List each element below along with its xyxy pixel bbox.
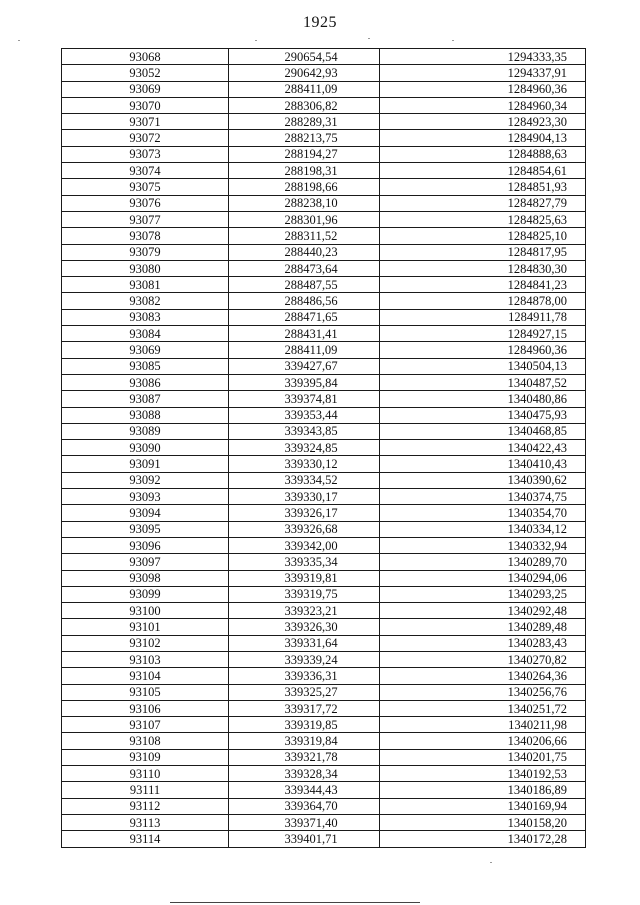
point-number-cell: 93070 [62, 97, 229, 113]
point-number-cell: 93094 [62, 505, 229, 521]
table-row [62, 163, 586, 179]
x-coordinate-cell: 290654,54 [229, 49, 380, 65]
y-coordinate-cell: 1340294,06 [380, 570, 586, 586]
x-coordinate-cell: 339344,43 [229, 782, 380, 798]
y-coordinate-cell: 1284854,61 [380, 163, 586, 179]
x-coordinate-cell: 339395,84 [229, 374, 380, 390]
point-number-cell: 93100 [62, 603, 229, 619]
point-number-cell: 93104 [62, 668, 229, 684]
point-number-cell: 93069 [62, 81, 229, 97]
point-number-cell: 93093 [62, 489, 229, 505]
y-coordinate-cell: 1284888,63 [380, 146, 586, 162]
x-coordinate-cell: 339323,21 [229, 603, 380, 619]
point-number-cell: 93109 [62, 749, 229, 765]
y-coordinate-cell: 1340289,48 [380, 619, 586, 635]
y-coordinate-cell: 1340475,93 [380, 407, 586, 423]
y-coordinate-cell: 1340206,66 [380, 733, 586, 749]
x-coordinate-cell: 288194,27 [229, 146, 380, 162]
table-row [62, 635, 586, 651]
x-coordinate-cell: 339321,78 [229, 749, 380, 765]
y-coordinate-cell: 1294337,91 [380, 65, 586, 81]
table-row [62, 782, 586, 798]
x-coordinate-cell: 290642,93 [229, 65, 380, 81]
x-coordinate-cell: 288411,09 [229, 342, 380, 358]
point-number-cell: 93103 [62, 651, 229, 667]
x-coordinate-cell: 288471,65 [229, 309, 380, 325]
x-coordinate-cell: 339319,81 [229, 570, 380, 586]
table-row [62, 684, 586, 700]
table-row [62, 195, 586, 211]
y-coordinate-cell: 1340211,98 [380, 717, 586, 733]
y-coordinate-cell: 1340192,53 [380, 766, 586, 782]
table-row [62, 81, 586, 97]
point-number-cell: 93080 [62, 260, 229, 276]
point-number-cell: 93102 [62, 635, 229, 651]
x-coordinate-cell: 288213,75 [229, 130, 380, 146]
table-row [62, 603, 586, 619]
point-number-cell: 93073 [62, 146, 229, 162]
point-number-cell: 93112 [62, 798, 229, 814]
table-row [62, 97, 586, 113]
x-coordinate-cell: 288306,82 [229, 97, 380, 113]
point-number-cell: 93113 [62, 814, 229, 830]
x-coordinate-cell: 339339,24 [229, 651, 380, 667]
point-number-cell: 93078 [62, 228, 229, 244]
y-coordinate-cell: 1340410,43 [380, 456, 586, 472]
x-coordinate-cell: 288411,09 [229, 81, 380, 97]
table-row [62, 179, 586, 195]
y-coordinate-cell: 1340283,43 [380, 635, 586, 651]
page-number: 1925 [303, 14, 337, 31]
point-number-cell: 93068 [62, 49, 229, 65]
table-row [62, 293, 586, 309]
x-coordinate-cell: 339342,00 [229, 537, 380, 553]
y-coordinate-cell: 1340270,82 [380, 651, 586, 667]
table-row [62, 456, 586, 472]
table-row [62, 440, 586, 456]
y-coordinate-cell: 1340186,89 [380, 782, 586, 798]
point-number-cell: 93082 [62, 293, 229, 309]
table-row [62, 407, 586, 423]
point-number-cell: 93108 [62, 733, 229, 749]
x-coordinate-cell: 339326,17 [229, 505, 380, 521]
y-coordinate-cell: 1294333,35 [380, 49, 586, 65]
point-number-cell: 93079 [62, 244, 229, 260]
table-row [62, 505, 586, 521]
table-row [62, 374, 586, 390]
table-row [62, 358, 586, 374]
x-coordinate-cell: 339319,75 [229, 586, 380, 602]
point-number-cell: 93081 [62, 277, 229, 293]
point-number-cell: 93088 [62, 407, 229, 423]
point-number-cell: 93096 [62, 537, 229, 553]
table-row [62, 489, 586, 505]
table-row [62, 342, 586, 358]
y-coordinate-cell: 1284878,00 [380, 293, 586, 309]
point-number-cell: 93091 [62, 456, 229, 472]
x-coordinate-cell: 288289,31 [229, 114, 380, 130]
x-coordinate-cell: 288487,55 [229, 277, 380, 293]
x-coordinate-cell: 288440,23 [229, 244, 380, 260]
y-coordinate-cell: 1340201,75 [380, 749, 586, 765]
x-coordinate-cell: 288473,64 [229, 260, 380, 276]
point-number-cell: 93072 [62, 130, 229, 146]
table-row [62, 472, 586, 488]
point-number-cell: 93099 [62, 586, 229, 602]
y-coordinate-cell: 1340289,70 [380, 554, 586, 570]
x-coordinate-cell: 288198,31 [229, 163, 380, 179]
x-coordinate-cell: 339326,30 [229, 619, 380, 635]
table-row [62, 700, 586, 716]
x-coordinate-cell: 339335,34 [229, 554, 380, 570]
y-coordinate-cell: 1340354,70 [380, 505, 586, 521]
point-number-cell: 93074 [62, 163, 229, 179]
y-coordinate-cell: 1284927,15 [380, 326, 586, 342]
scan-edge-line [170, 902, 420, 903]
scan-speck [452, 40, 454, 41]
y-coordinate-cell: 1340468,85 [380, 423, 586, 439]
y-coordinate-cell: 1284904,13 [380, 130, 586, 146]
scan-speck [255, 40, 257, 41]
x-coordinate-cell: 339319,85 [229, 717, 380, 733]
y-coordinate-cell: 1340374,75 [380, 489, 586, 505]
scan-speck [490, 862, 492, 863]
y-coordinate-cell: 1340334,12 [380, 521, 586, 537]
coordinates-table-body [62, 49, 586, 848]
x-coordinate-cell: 339343,85 [229, 423, 380, 439]
x-coordinate-cell: 339364,70 [229, 798, 380, 814]
y-coordinate-cell: 1284960,36 [380, 342, 586, 358]
table-row [62, 554, 586, 570]
table-row [62, 211, 586, 227]
table-row [62, 668, 586, 684]
point-number-cell: 93084 [62, 326, 229, 342]
y-coordinate-cell: 1284825,10 [380, 228, 586, 244]
y-coordinate-cell: 1340251,72 [380, 700, 586, 716]
table-row [62, 244, 586, 260]
table-row [62, 831, 586, 847]
point-number-cell: 93087 [62, 391, 229, 407]
point-number-cell: 93077 [62, 211, 229, 227]
point-number-cell: 93083 [62, 309, 229, 325]
x-coordinate-cell: 339326,68 [229, 521, 380, 537]
y-coordinate-cell: 1340256,76 [380, 684, 586, 700]
y-coordinate-cell: 1284825,63 [380, 211, 586, 227]
y-coordinate-cell: 1284827,79 [380, 195, 586, 211]
y-coordinate-cell: 1340172,28 [380, 831, 586, 847]
table-row [62, 130, 586, 146]
table-row [62, 537, 586, 553]
point-number-cell: 93106 [62, 700, 229, 716]
x-coordinate-cell: 288486,56 [229, 293, 380, 309]
y-coordinate-cell: 1340422,43 [380, 440, 586, 456]
point-number-cell: 93085 [62, 358, 229, 374]
y-coordinate-cell: 1284841,23 [380, 277, 586, 293]
y-coordinate-cell: 1284960,34 [380, 97, 586, 113]
table-row [62, 391, 586, 407]
y-coordinate-cell: 1340480,86 [380, 391, 586, 407]
x-coordinate-cell: 339331,64 [229, 635, 380, 651]
x-coordinate-cell: 339374,81 [229, 391, 380, 407]
y-coordinate-cell: 1340264,36 [380, 668, 586, 684]
y-coordinate-cell: 1340487,52 [380, 374, 586, 390]
table-row [62, 766, 586, 782]
point-number-cell: 93092 [62, 472, 229, 488]
x-coordinate-cell: 339334,52 [229, 472, 380, 488]
x-coordinate-cell: 339330,12 [229, 456, 380, 472]
x-coordinate-cell: 339427,67 [229, 358, 380, 374]
x-coordinate-cell: 339336,31 [229, 668, 380, 684]
point-number-cell: 93114 [62, 831, 229, 847]
y-coordinate-cell: 1284851,93 [380, 179, 586, 195]
table-row [62, 619, 586, 635]
x-coordinate-cell: 288301,96 [229, 211, 380, 227]
y-coordinate-cell: 1340332,94 [380, 537, 586, 553]
x-coordinate-cell: 339319,84 [229, 733, 380, 749]
table-row [62, 309, 586, 325]
x-coordinate-cell: 339324,85 [229, 440, 380, 456]
x-coordinate-cell: 339325,27 [229, 684, 380, 700]
table-row [62, 114, 586, 130]
y-coordinate-cell: 1284817,95 [380, 244, 586, 260]
table-row [62, 326, 586, 342]
y-coordinate-cell: 1284830,30 [380, 260, 586, 276]
table-row [62, 717, 586, 733]
x-coordinate-cell: 339328,34 [229, 766, 380, 782]
point-number-cell: 93090 [62, 440, 229, 456]
point-number-cell: 93105 [62, 684, 229, 700]
y-coordinate-cell: 1340158,20 [380, 814, 586, 830]
point-number-cell: 93098 [62, 570, 229, 586]
x-coordinate-cell: 339371,40 [229, 814, 380, 830]
table-row [62, 260, 586, 276]
x-coordinate-cell: 339353,44 [229, 407, 380, 423]
x-coordinate-cell: 288431,41 [229, 326, 380, 342]
coordinates-table [61, 48, 586, 848]
y-coordinate-cell: 1340292,48 [380, 603, 586, 619]
point-number-cell: 93076 [62, 195, 229, 211]
y-coordinate-cell: 1284923,30 [380, 114, 586, 130]
table-row [62, 651, 586, 667]
point-number-cell: 93075 [62, 179, 229, 195]
point-number-cell: 93101 [62, 619, 229, 635]
table-row [62, 570, 586, 586]
point-number-cell: 93111 [62, 782, 229, 798]
point-number-cell: 93089 [62, 423, 229, 439]
table-row [62, 65, 586, 81]
table-row [62, 733, 586, 749]
scan-speck [18, 40, 20, 41]
table-row [62, 521, 586, 537]
point-number-cell: 93110 [62, 766, 229, 782]
x-coordinate-cell: 339330,17 [229, 489, 380, 505]
table-row [62, 146, 586, 162]
y-coordinate-cell: 1284911,78 [380, 309, 586, 325]
table-row [62, 423, 586, 439]
point-number-cell: 93052 [62, 65, 229, 81]
table-row [62, 586, 586, 602]
scan-speck [368, 38, 370, 39]
table-row [62, 277, 586, 293]
y-coordinate-cell: 1340504,13 [380, 358, 586, 374]
y-coordinate-cell: 1340390,62 [380, 472, 586, 488]
x-coordinate-cell: 339317,72 [229, 700, 380, 716]
table-row [62, 49, 586, 65]
table-row [62, 798, 586, 814]
y-coordinate-cell: 1340293,25 [380, 586, 586, 602]
table-row [62, 749, 586, 765]
point-number-cell: 93097 [62, 554, 229, 570]
x-coordinate-cell: 288311,52 [229, 228, 380, 244]
x-coordinate-cell: 339401,71 [229, 831, 380, 847]
point-number-cell: 93107 [62, 717, 229, 733]
x-coordinate-cell: 288238,10 [229, 195, 380, 211]
point-number-cell: 93071 [62, 114, 229, 130]
table-row [62, 228, 586, 244]
y-coordinate-cell: 1284960,36 [380, 81, 586, 97]
point-number-cell: 93069 [62, 342, 229, 358]
point-number-cell: 93086 [62, 374, 229, 390]
table-row [62, 814, 586, 830]
x-coordinate-cell: 288198,66 [229, 179, 380, 195]
point-number-cell: 93095 [62, 521, 229, 537]
y-coordinate-cell: 1340169,94 [380, 798, 586, 814]
